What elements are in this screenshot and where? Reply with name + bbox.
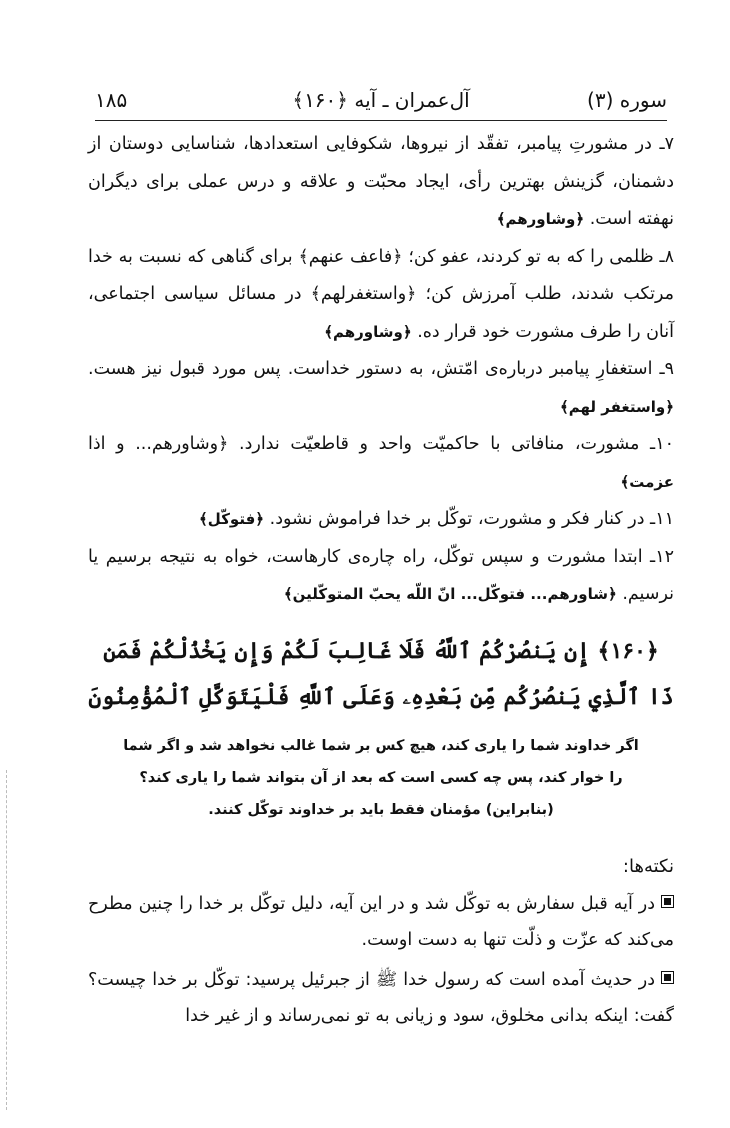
point-text: ۱۲ـ ابتدا مشورت و سپس توکّل، راه چاره‌ی کارهاست، خواه به نتیجه برسیم یا نرسیم. (88, 546, 674, 604)
point-text: ۸ـ ظلمی را که به تو کردند، عفو کن؛ ﴿فاعف عنهم﴾ برای گناهی که نسبت به خدا مرتکب شدند، طلب آمرزش کن؛ ﴿واستغفرلهم﴾ در مسائل سیاسی اجتماعی، آنان را طرف مشورت خود قرار ده. (88, 246, 674, 342)
square-bullet-icon (661, 971, 674, 984)
header-divider (95, 120, 667, 121)
point-8 (88, 239, 674, 352)
aya-label: آل‌عمران ـ آیه ﴿۱۶۰﴾ (292, 88, 470, 112)
surah-label: سوره (۳) (587, 88, 667, 112)
point-7 (88, 126, 674, 239)
quran-quote: ﴿وشاورهم﴾ (324, 322, 412, 341)
point-text: ۹ـ استغفارِ پیامبر درباره‌ی امّتش، به دستور خداست. پس مورد قبول نیز هست. (88, 359, 674, 379)
quran-verse (88, 628, 674, 720)
page-number: ۱۸۵ (95, 88, 128, 112)
note-text: در آیه قبل سفارش به توکّل شد و در این آیه، دلیل توکّل بر خدا را چنین مطرح می‌کند که عزّت و ذلّت تنها به دست اوست. (88, 893, 674, 950)
square-bullet-icon (661, 895, 674, 908)
point-10 (88, 426, 674, 501)
point-9 (88, 351, 674, 426)
point-11 (88, 501, 674, 539)
quran-quote: عزمت﴾ (620, 472, 674, 491)
point-12 (88, 539, 674, 614)
page-header (95, 86, 667, 118)
verse-translation: اگر خداوند شما را یاری کند، هیچ کس بر شما غالب نخواهد شد و اگر شما را خوار کند، پس چه کسی است که بعد از آن بتواند شما را یاری کند؟ (بنابراین) مؤمنان فقط باید بر خداوند توکّل کنند. (123, 737, 639, 818)
quran-quote: ﴿فتوکّل﴾ (199, 510, 265, 528)
note-item (88, 886, 674, 958)
quran-quote: ﴿واستغفر لهم﴾ (559, 397, 674, 416)
scan-edge (6, 770, 7, 1110)
verse-number: ﴿۱۶۰﴾ (597, 637, 659, 664)
point-text: ۱۰ـ مشورت، منافاتی با حاکمیّت واحد و قاطعیّت ندارد. ﴿وشاورهم... و اذا (88, 434, 674, 454)
quran-quote: ﴿وشاورهم﴾ (496, 210, 585, 228)
note-item (88, 962, 674, 1034)
point-text: ۷ـ در مشورتِ پیامبر، تفقّد از نیروها، شکوفایی استعدادها، شناسایی دوستان از دشمنان، گزینش بهترین رأی، ایجاد محبّت و علاقه و درس عملی برای دیگران نهفته است. (88, 134, 674, 229)
note-text: در حدیث آمده است که رسول خدا ﷺ از جبرئیل پرسید: توکّل بر خدا چیست؟ گفت: اینکه بدانی مخلوق، سود و زیانی به تو نمی‌رساند و از غیر خدا (88, 969, 674, 1026)
verse-text: إِن يَنصُرْكُمُ ٱللَّهُ فَلَا غَالِبَ لَكُمْ وَإِن يَخْذُلْكُمْ فَمَن ذَا ٱلَّذِي يَنصُرُكُم مِّن بَعْدِهِۦ وَعَلَى ٱللَّهِ فَلْيَتَوَكَّلِ ٱلْمُؤْمِنُونَ (88, 637, 674, 710)
point-text: ۱۱ـ در کنار فکر و مشورت، توکّل بر خدا فراموش نشود. (264, 509, 674, 529)
notes-heading: نکته‌ها: (622, 855, 674, 877)
page-content (88, 126, 674, 1034)
quran-quote: ﴿شاورهم... فتوکّل... انّ اللّه یحبّ المتوکّلین﴾ (283, 585, 617, 603)
